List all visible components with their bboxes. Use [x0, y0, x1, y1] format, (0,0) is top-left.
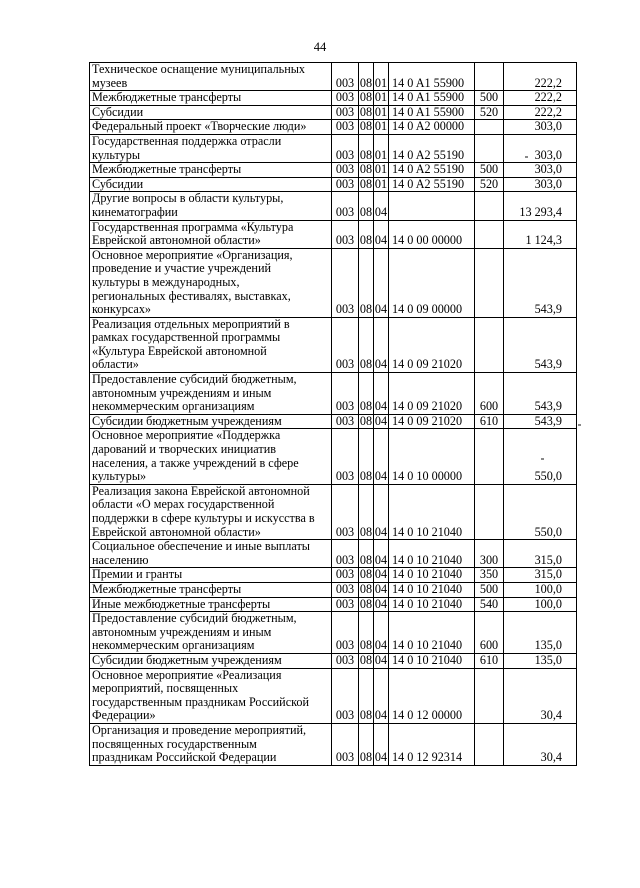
- expense-type-cell: [475, 668, 504, 723]
- ministry-code-cell: 003: [332, 484, 359, 539]
- item-name-line: культуры»: [92, 469, 147, 484]
- section-code-cell: 08: [359, 429, 374, 484]
- section-code-cell: 08: [359, 723, 374, 765]
- target-article-cell: 14 0 10 21040: [389, 597, 475, 612]
- item-name-line: проведение и участие учреждений: [92, 261, 271, 276]
- item-name-cell: [90, 484, 332, 539]
- item-name-line: Премии и гранты: [92, 567, 183, 582]
- amount-cell: 543,9: [504, 248, 577, 317]
- amount-cell: 13 293,4: [504, 192, 577, 220]
- item-name-line: Реализация отдельных мероприятий в: [92, 317, 290, 331]
- item-name-line: Основное мероприятие «Организация,: [92, 248, 293, 262]
- amount-cell: 550,0: [504, 429, 577, 484]
- item-name-line: региональных фестивалях, выставках,: [92, 288, 291, 303]
- item-name-cell: [90, 91, 332, 106]
- amount-cell: 543,9: [504, 373, 577, 415]
- target-article-cell: 14 0 A2 00000: [389, 120, 475, 135]
- amount-cell: 543,9: [504, 317, 577, 372]
- amount-cell: 30,4: [504, 723, 577, 765]
- expense-type-cell: [475, 220, 504, 248]
- item-name-cell: [90, 192, 332, 220]
- expense-type-cell: 600: [475, 612, 504, 654]
- expense-type-cell: 500: [475, 91, 504, 106]
- expense-type-cell: [475, 63, 504, 91]
- item-name-line: Субсидии: [92, 105, 144, 119]
- section-code-cell: 08: [359, 105, 373, 119]
- subsection-code-cell: 04: [374, 192, 389, 220]
- section-code-cell: 08: [359, 582, 373, 596]
- ministry-code-cell: 003: [332, 540, 359, 568]
- section-code-cell: 08: [359, 540, 374, 568]
- amount-cell: 135,0: [504, 612, 577, 654]
- target-article-cell: 14 0 12 92314: [389, 723, 475, 765]
- expense-type-cell: 610: [475, 414, 504, 429]
- expense-type-cell: 540: [475, 597, 504, 612]
- budget-table: [89, 62, 577, 766]
- scan-speck: [578, 424, 581, 426]
- expense-type-cell: 500: [475, 163, 504, 178]
- item-name-cell: [90, 63, 332, 91]
- table-row: [90, 429, 577, 484]
- ministry-code-cell: 003: [332, 220, 359, 248]
- amount-cell: 550,0: [504, 484, 577, 539]
- section-code-cell: 08: [359, 63, 374, 91]
- subsection-code-cell: 04: [374, 668, 389, 723]
- item-name-cell: [90, 120, 332, 135]
- subsection-code-cell: 04: [374, 429, 389, 484]
- table-row: [90, 414, 577, 429]
- ministry-code-cell: 003: [332, 63, 359, 91]
- ministry-code-cell: 003: [332, 134, 359, 162]
- item-name-line: Предоставление субсидий бюджетным,: [92, 372, 297, 387]
- target-article-cell: 14 0 09 21020: [389, 317, 475, 372]
- item-name-line: Организация и проведение мероприятий,: [92, 723, 307, 737]
- amount-cell: 100,0: [504, 582, 577, 597]
- target-article-cell: 14 0 10 00000: [389, 429, 475, 484]
- amount-cell: 30,4: [504, 668, 577, 723]
- item-name-cell: [90, 668, 332, 723]
- target-article-cell: 14 0 00 00000: [389, 220, 475, 248]
- amount-cell: 303,0: [504, 177, 577, 192]
- subsection-code-cell: 04: [374, 414, 388, 428]
- item-name-line: Межбюджетные трансферты: [92, 582, 242, 596]
- section-code-cell: 08: [359, 668, 374, 723]
- item-name-line: Еврейской автономной области»: [92, 524, 261, 539]
- ministry-code-cell: 003: [332, 105, 359, 120]
- item-name-cell: [90, 429, 332, 484]
- subsection-code-cell: 04: [374, 597, 388, 611]
- table-row: [90, 120, 577, 135]
- expense-type-cell: 610: [475, 653, 504, 668]
- ministry-code-cell: 003: [332, 653, 359, 668]
- scan-speck: [525, 156, 528, 158]
- amount-cell: 303,0: [504, 120, 577, 135]
- expense-type-cell: 600: [475, 373, 504, 415]
- item-name-line: государственным праздникам Российской: [92, 694, 310, 709]
- expense-type-cell: 520: [475, 177, 504, 192]
- expense-type-cell: [475, 484, 504, 539]
- section-code-cell: 08: [359, 134, 374, 162]
- section-code-cell: 08: [359, 162, 373, 177]
- item-name-line: Еврейской автономной области»: [92, 233, 261, 248]
- section-code-cell: 08: [359, 119, 373, 134]
- table-row: [90, 723, 577, 765]
- table-row: [90, 668, 577, 723]
- expense-type-cell: [475, 723, 504, 765]
- item-name-cell: [90, 612, 332, 654]
- ministry-code-cell: 003: [332, 373, 359, 415]
- amount-cell: 303,0: [504, 163, 577, 178]
- expense-type-cell: [475, 248, 504, 317]
- subsection-code-cell: 01: [374, 119, 388, 134]
- ministry-code-cell: 003: [332, 568, 359, 583]
- section-code-cell: 08: [359, 484, 374, 539]
- item-name-line: «Культура Еврейской автономной: [92, 343, 267, 358]
- item-name-line: автономным учреждениям и иным: [92, 385, 272, 400]
- item-name-line: конкурсах»: [92, 302, 152, 317]
- item-name-line: кинематографии: [92, 204, 178, 219]
- table-row: [90, 63, 577, 91]
- table-row: [90, 91, 577, 106]
- subsection-code-cell: 01: [374, 63, 389, 91]
- table-row: [90, 163, 577, 178]
- expense-type-cell: [475, 429, 504, 484]
- table-row: [90, 540, 577, 568]
- section-code-cell: 08: [359, 192, 374, 220]
- item-name-cell: [90, 220, 332, 248]
- subsection-code-cell: 04: [374, 317, 389, 372]
- ministry-code-cell: 003: [332, 192, 359, 220]
- scan-speck: [541, 458, 544, 460]
- table-row: [90, 105, 577, 120]
- item-name-line: посвященных государственным: [92, 736, 257, 751]
- item-name-cell: [90, 177, 332, 192]
- subsection-code-cell: 01: [374, 90, 388, 105]
- target-article-cell: 14 0 A1 55900: [389, 105, 475, 120]
- amount-cell: 100,0: [504, 597, 577, 612]
- item-name-line: некоммерческим организациям: [92, 399, 255, 414]
- amount-cell: 315,0: [504, 540, 577, 568]
- expense-type-cell: 350: [475, 568, 504, 583]
- expense-type-cell: [475, 134, 504, 162]
- item-name-line: Предоставление субсидий бюджетным,: [92, 611, 297, 626]
- table-row: [90, 582, 577, 597]
- subsection-code-cell: 04: [374, 582, 388, 596]
- expense-type-cell: 520: [475, 105, 504, 120]
- section-code-cell: 08: [359, 653, 373, 667]
- table-row: [90, 317, 577, 372]
- expense-type-cell: 500: [475, 582, 504, 597]
- target-article-cell: 14 0 A2 55190: [389, 177, 475, 192]
- item-name-cell: [90, 163, 332, 178]
- table-body: [90, 63, 577, 766]
- subsection-code-cell: 04: [374, 612, 389, 654]
- target-article-cell: 14 0 10 21040: [389, 612, 475, 654]
- section-code-cell: 08: [359, 373, 374, 415]
- subsection-code-cell: 04: [374, 220, 389, 248]
- section-code-cell: 08: [359, 414, 373, 428]
- item-name-line: населению: [92, 552, 149, 567]
- section-code-cell: 08: [359, 248, 374, 317]
- item-name-cell: [90, 597, 332, 612]
- amount-cell: 303,0: [504, 134, 577, 162]
- target-article-cell: [389, 192, 475, 220]
- target-article-cell: 14 0 10 21040: [389, 653, 475, 668]
- ministry-code-cell: 003: [332, 723, 359, 765]
- table-row: [90, 612, 577, 654]
- item-name-line: Субсидии: [92, 177, 144, 191]
- ministry-code-cell: 003: [332, 668, 359, 723]
- target-article-cell: 14 0 A2 55190: [389, 163, 475, 178]
- target-article-cell: 14 0 12 00000: [389, 668, 475, 723]
- item-name-line: поддержки в сфере культуры и искусства в: [92, 511, 315, 525]
- section-code-cell: 08: [359, 220, 374, 248]
- table-row: [90, 248, 577, 317]
- table-row: [90, 373, 577, 415]
- amount-cell: 543,9: [504, 414, 577, 429]
- ministry-code-cell: 003: [332, 612, 359, 654]
- item-name-line: Иные межбюджетные трансферты: [92, 597, 271, 611]
- item-name-cell: [90, 317, 332, 372]
- item-name-line: Государственная программа «Культура: [92, 220, 294, 234]
- item-name-line: культуры: [92, 147, 141, 162]
- item-name-cell: [90, 414, 332, 429]
- item-name-cell: [90, 105, 332, 120]
- item-name-line: Основное мероприятие «Поддержка: [92, 428, 281, 443]
- subsection-code-cell: 04: [374, 653, 388, 667]
- item-name-cell: [90, 373, 332, 415]
- item-name-line: Межбюджетные трансферты: [92, 90, 242, 105]
- item-name-cell: [90, 568, 332, 583]
- amount-cell: 222,2: [504, 63, 577, 91]
- item-name-line: праздникам Российской Федерации: [92, 750, 277, 765]
- item-name-line: Основное мероприятие «Реализация: [92, 668, 282, 682]
- subsection-code-cell: 04: [374, 484, 389, 539]
- item-name-cell: [90, 248, 332, 317]
- target-article-cell: 14 0 A2 55190: [389, 134, 475, 162]
- section-code-cell: 08: [359, 612, 374, 654]
- table-row: [90, 220, 577, 248]
- ministry-code-cell: 003: [332, 120, 359, 135]
- item-name-line: дарований и творческих инициатив: [92, 442, 277, 457]
- section-code-cell: 08: [359, 567, 373, 582]
- subsection-code-cell: 04: [374, 373, 389, 415]
- target-article-cell: 14 0 09 21020: [389, 373, 475, 415]
- target-article-cell: 14 0 10 21040: [389, 582, 475, 597]
- item-name-cell: [90, 723, 332, 765]
- item-name-line: Субсидии бюджетным учреждениям: [92, 414, 282, 428]
- target-article-cell: 14 0 10 21040: [389, 540, 475, 568]
- table-row: [90, 177, 577, 192]
- ministry-code-cell: 003: [332, 582, 359, 597]
- item-name-line: Другие вопросы в области культуры,: [92, 191, 284, 206]
- ministry-code-cell: 003: [332, 429, 359, 484]
- target-article-cell: 14 0 A1 55900: [389, 63, 475, 91]
- subsection-code-cell: 01: [374, 177, 388, 191]
- item-name-line: Реализация закона Еврейской автономной: [92, 484, 310, 498]
- item-name-line: Федеральный проект «Творческие люди»: [92, 119, 307, 134]
- section-code-cell: 08: [359, 597, 373, 611]
- table-row: [90, 484, 577, 539]
- page-number: 44: [313, 40, 327, 54]
- ministry-code-cell: 003: [332, 248, 359, 317]
- target-article-cell: 14 0 10 21040: [389, 484, 475, 539]
- item-name-line: Социальное обеспечение и иные выплаты: [92, 539, 310, 554]
- subsection-code-cell: 04: [374, 723, 389, 765]
- item-name-cell: [90, 540, 332, 568]
- item-name-line: области»: [92, 357, 139, 372]
- ministry-code-cell: 003: [332, 317, 359, 372]
- item-name-line: Субсидии бюджетным учреждениям: [92, 653, 282, 667]
- section-code-cell: 08: [359, 90, 373, 105]
- table-row: [90, 568, 577, 583]
- item-name-cell: [90, 653, 332, 668]
- target-article-cell: 14 0 09 21020: [389, 414, 475, 429]
- item-name-line: населения, а также учреждений в сфере: [92, 455, 299, 470]
- target-article-cell: 14 0 10 21040: [389, 568, 475, 583]
- item-name-line: области «О мерах государственной: [92, 497, 275, 512]
- expense-type-cell: [475, 120, 504, 135]
- target-article-cell: 14 0 09 00000: [389, 248, 475, 317]
- ministry-code-cell: 003: [332, 414, 359, 429]
- amount-cell: 1 124,3: [504, 220, 577, 248]
- subsection-code-cell: 04: [374, 567, 388, 582]
- amount-cell: 222,2: [504, 91, 577, 106]
- item-name-line: Техническое оснащение муниципальных: [92, 62, 306, 76]
- subsection-code-cell: 01: [374, 162, 388, 177]
- amount-cell: 135,0: [504, 653, 577, 668]
- item-name-cell: [90, 134, 332, 162]
- ministry-code-cell: 003: [332, 91, 359, 106]
- section-code-cell: 08: [359, 317, 374, 372]
- amount-cell: 222,2: [504, 105, 577, 120]
- item-name-line: мероприятий, посвященных: [92, 681, 239, 696]
- ministry-code-cell: 003: [332, 597, 359, 612]
- expense-type-cell: [475, 192, 504, 220]
- expense-type-cell: 300: [475, 540, 504, 568]
- item-name-line: Федерации»: [92, 708, 156, 723]
- subsection-code-cell: 01: [374, 105, 388, 119]
- table-row: [90, 653, 577, 668]
- table-row: [90, 597, 577, 612]
- item-name-line: музеев: [92, 75, 128, 90]
- subsection-code-cell: 01: [374, 134, 389, 162]
- amount-cell: 315,0: [504, 568, 577, 583]
- item-name-line: автономным учреждениям и иным: [92, 624, 272, 639]
- subsection-code-cell: 04: [374, 540, 389, 568]
- ministry-code-cell: 003: [332, 163, 359, 178]
- table-row: [90, 134, 577, 162]
- item-name-cell: [90, 582, 332, 597]
- expense-type-cell: [475, 317, 504, 372]
- item-name-line: Государственная поддержка отрасли: [92, 134, 282, 148]
- item-name-line: некоммерческим организациям: [92, 638, 255, 653]
- item-name-line: культуры в международных,: [92, 274, 240, 289]
- subsection-code-cell: 04: [374, 248, 389, 317]
- item-name-line: Межбюджетные трансферты: [92, 162, 242, 177]
- target-article-cell: 14 0 A1 55900: [389, 91, 475, 106]
- item-name-line: рамках государственной программы: [92, 330, 281, 345]
- table-row: [90, 192, 577, 220]
- section-code-cell: 08: [359, 177, 373, 191]
- ministry-code-cell: 003: [332, 177, 359, 192]
